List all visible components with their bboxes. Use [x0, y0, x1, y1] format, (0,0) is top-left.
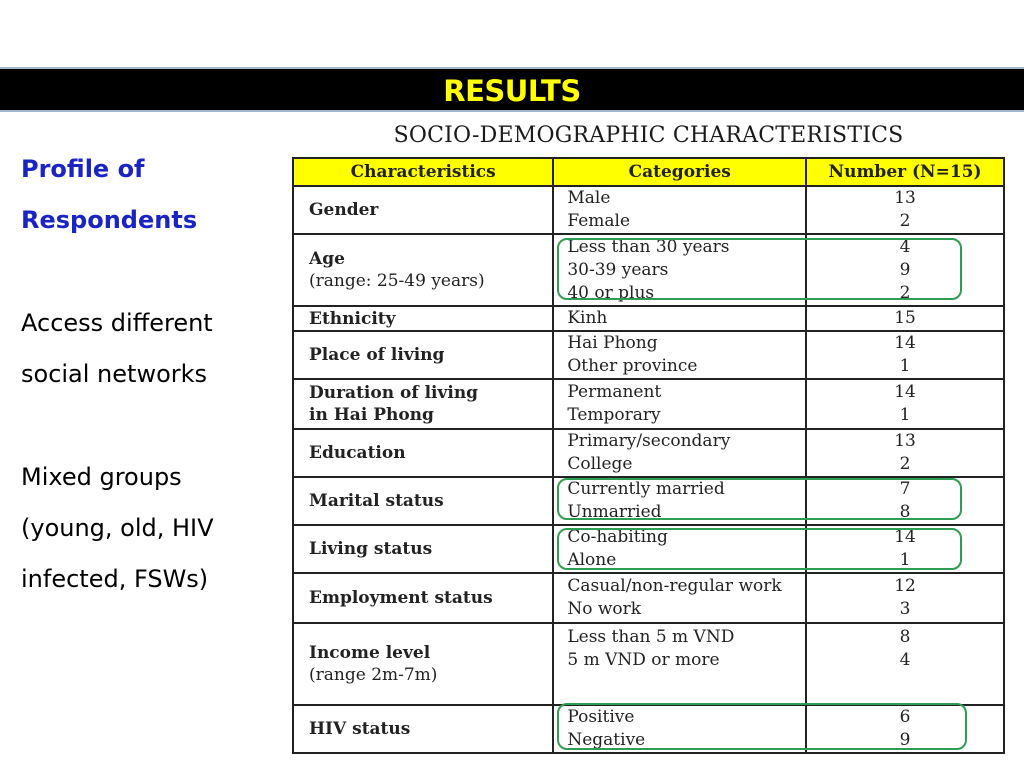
cell-characteristic	[293, 234, 553, 306]
category-value: Male	[567, 188, 611, 208]
header-categories: Categories	[553, 158, 806, 186]
count-value: 1	[899, 405, 911, 425]
count-value: 2	[899, 282, 911, 303]
count-value: 1	[899, 356, 911, 376]
cell-characteristic	[293, 306, 553, 331]
mixed-groups-text	[21, 452, 214, 605]
characteristic-label: Employment status	[309, 588, 493, 608]
category-value: Casual/non-regular work	[567, 576, 782, 596]
characteristic-label: Income level	[309, 643, 431, 663]
table-row	[293, 186, 1004, 234]
characteristic-label: HIV status	[309, 719, 411, 739]
cell-numbers	[806, 573, 1004, 623]
category-value: Primary/secondary	[567, 431, 731, 451]
cell-characteristic	[293, 573, 553, 623]
count-value: 2	[899, 454, 911, 474]
category-value: 30-39 years	[567, 259, 669, 280]
count-value: 4	[899, 236, 911, 257]
access-networks-text	[21, 298, 213, 400]
count-value: 12	[894, 576, 916, 596]
cell-characteristic	[293, 379, 553, 429]
cell-characteristic	[293, 477, 553, 525]
cell-numbers	[806, 429, 1004, 477]
slide-title: RESULTS	[443, 74, 581, 108]
category-value: Positive	[567, 707, 635, 727]
table-row	[293, 429, 1004, 477]
category-value: College	[567, 454, 633, 474]
category-value: Negative	[567, 730, 646, 750]
mixed-line: (young, old, HIV	[21, 514, 214, 542]
cell-categories	[553, 331, 806, 379]
cell-numbers	[806, 306, 1004, 331]
cell-categories	[553, 306, 806, 331]
category-value: Less than 30 years	[567, 236, 730, 257]
count-value: 6	[899, 707, 911, 727]
count-value: 7	[899, 479, 911, 499]
count-value: 14	[894, 527, 916, 547]
table-header-row	[293, 158, 1004, 186]
table-row	[293, 379, 1004, 429]
cell-numbers	[806, 331, 1004, 379]
cell-numbers	[806, 623, 1004, 705]
category-value: No work	[567, 599, 642, 619]
characteristic-label: Duration of living in Hai Phong	[309, 383, 479, 425]
count-value: 13	[894, 431, 916, 451]
table-row	[293, 331, 1004, 379]
characteristic-label: Gender	[309, 200, 379, 220]
characteristic-range: (range: 25-49 years)	[309, 271, 485, 291]
access-line: social networks	[21, 360, 208, 388]
mixed-line: infected, FSWs)	[21, 565, 209, 593]
count-value: 9	[899, 730, 911, 750]
count-value: 1	[899, 550, 911, 570]
characteristic-range: (range 2m-7m)	[309, 665, 438, 685]
cell-numbers	[806, 379, 1004, 429]
profile-line: Respondents	[21, 206, 198, 234]
count-value: 14	[894, 333, 916, 353]
cell-categories	[553, 379, 806, 429]
characteristic-label: Ethnicity	[309, 308, 396, 329]
table-row	[293, 573, 1004, 623]
cell-categories	[553, 429, 806, 477]
cell-characteristic	[293, 525, 553, 573]
cell-characteristic	[293, 429, 553, 477]
category-value: Alone	[567, 550, 617, 570]
highlight-hiv	[557, 703, 967, 750]
cell-numbers	[806, 186, 1004, 234]
characteristic-label: Education	[309, 443, 406, 463]
cell-characteristic	[293, 331, 553, 379]
mixed-line: Mixed groups	[21, 463, 182, 491]
category-value: Hai Phong	[567, 333, 658, 353]
category-value: Less than 5 m VND	[567, 627, 735, 647]
cell-categories	[553, 623, 806, 705]
category-value: Co-habiting	[567, 527, 668, 547]
category-value: 40 or plus	[567, 282, 655, 303]
category-value: Currently married	[567, 479, 725, 499]
highlight-living	[557, 528, 962, 570]
count-value: 9	[899, 259, 911, 280]
profile-heading	[21, 144, 197, 246]
table-row	[293, 623, 1004, 705]
count-value: 3	[899, 599, 911, 619]
cell-categories	[553, 186, 806, 234]
category-value: Other province	[567, 356, 698, 376]
characteristic-label: Living status	[309, 539, 433, 559]
category-value: Unmarried	[567, 502, 662, 522]
category-value: Permanent	[567, 382, 662, 402]
title-banner	[0, 67, 1024, 112]
count-value: 13	[894, 188, 916, 208]
characteristic-label: Place of living	[309, 345, 445, 365]
header-number: Number (N=15)	[806, 158, 1004, 186]
count-value: 15	[894, 308, 916, 328]
cell-categories	[553, 573, 806, 623]
count-value: 8	[899, 502, 911, 522]
count-value: 8	[899, 627, 911, 647]
category-value: 5 m VND or more	[567, 650, 720, 670]
header-characteristics: Characteristics	[293, 158, 553, 186]
cell-characteristic	[293, 186, 553, 234]
access-line: Access different	[21, 309, 213, 337]
count-value: 2	[899, 211, 911, 231]
highlight-marital	[557, 478, 962, 520]
category-value: Female	[567, 211, 631, 231]
category-value: Kinh	[567, 308, 608, 328]
category-value: Temporary	[567, 405, 661, 425]
count-value: 4	[899, 650, 911, 670]
table-title: SOCIO-DEMOGRAPHIC CHARACTERISTICS	[393, 123, 904, 148]
highlight-age	[557, 238, 962, 300]
characteristic-label: Age	[309, 249, 345, 269]
cell-characteristic	[293, 705, 553, 753]
profile-line: Profile of	[21, 155, 145, 183]
cell-characteristic	[293, 623, 553, 705]
characteristic-label: Marital status	[309, 491, 444, 511]
count-value: 14	[894, 382, 916, 402]
table-row	[293, 306, 1004, 331]
